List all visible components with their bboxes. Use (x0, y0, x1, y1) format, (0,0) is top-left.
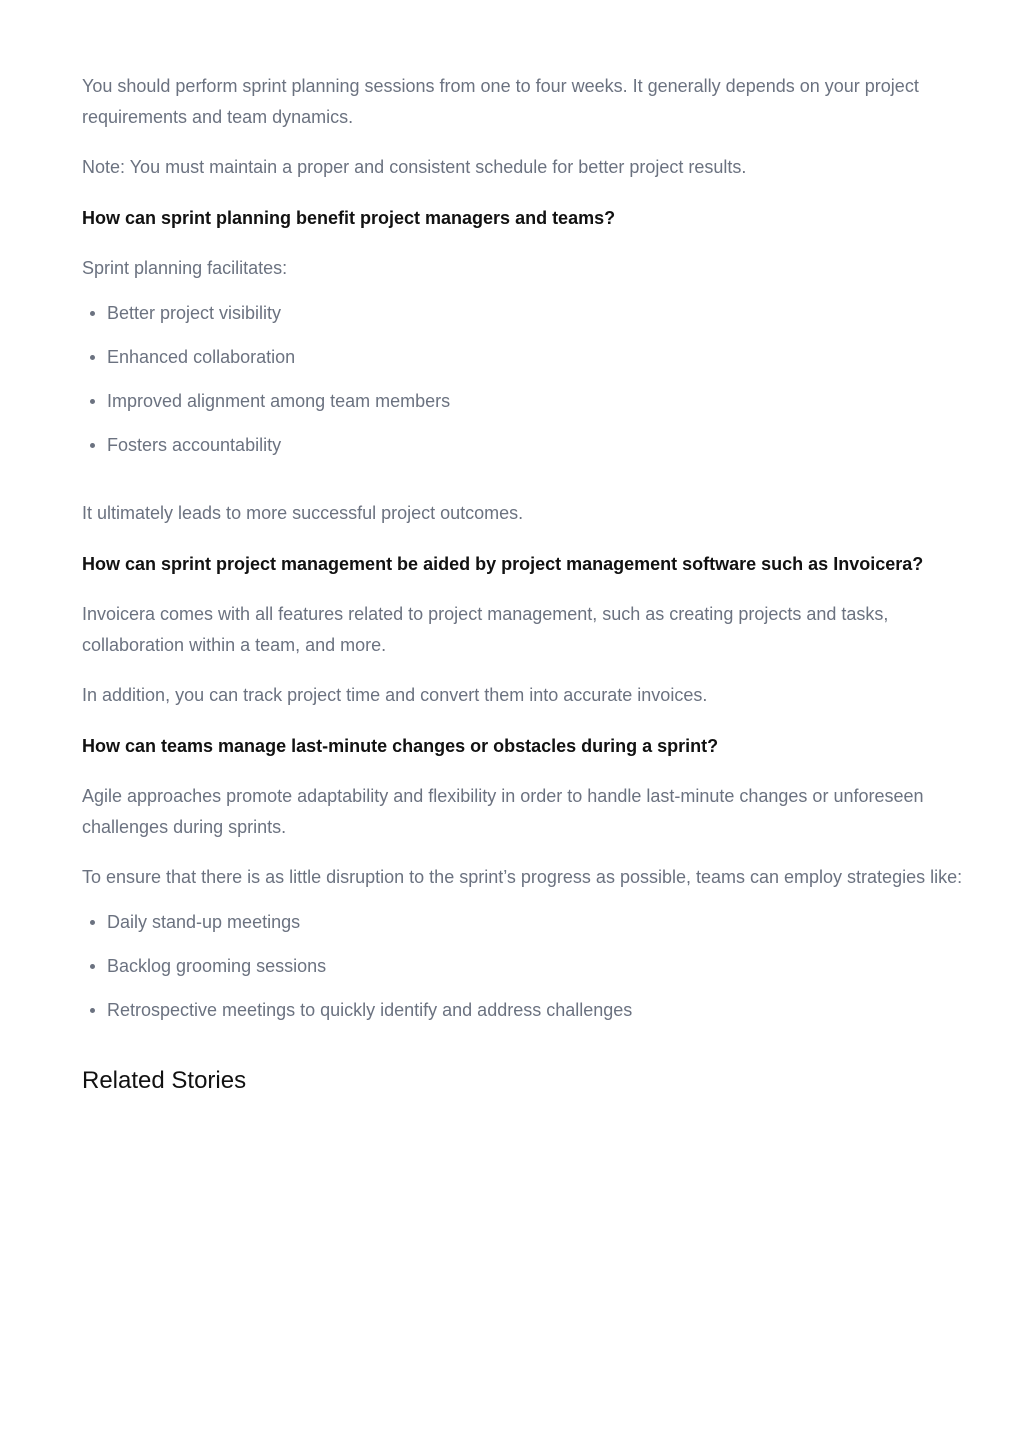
list-item: Retrospective meetings to quickly identify and address challenges (107, 997, 982, 1041)
software-question: How can sprint project management be aided by project management software such as Invoicera? (82, 554, 924, 574)
strategies-list (82, 909, 982, 1041)
changes-question: How can teams manage last-minute changes or obstacles during a sprint? (82, 736, 719, 756)
benefits-question: How can sprint planning benefit project managers and teams? (82, 208, 616, 228)
list-item: Fosters accountability (107, 432, 982, 476)
sprint-length-answer: You should perform sprint planning sessions from one to four weeks. It generally depends on your project requirements and team dynamics. (82, 76, 919, 127)
list-item: Daily stand-up meetings (107, 909, 982, 953)
changes-answer: Agile approaches promote adaptability and flexibility in order to handle last-minute changes or unforeseen challenges during sprints. (82, 786, 924, 837)
list-item: Improved alignment among team members (107, 388, 982, 432)
list-item: Backlog grooming sessions (107, 953, 982, 997)
benefits-intro: Sprint planning facilitates: (82, 258, 288, 278)
software-answer: Invoicera comes with all features related to project management, such as creating projects and tasks, collaboration within a team, and more. (82, 604, 889, 655)
changes-strategies-intro: To ensure that there is as little disruption to the sprint’s progress as possible, teams can employ strategies like: (82, 867, 963, 887)
schedule-note: Note: You must maintain a proper and consistent schedule for better project results. (82, 157, 747, 177)
list-item: Enhanced collaboration (107, 344, 982, 388)
benefits-outro: It ultimately leads to more successful project outcomes. (82, 503, 524, 523)
related-stories-heading: Related Stories (82, 1067, 247, 1094)
benefits-list (82, 300, 982, 476)
list-item: Better project visibility (107, 300, 982, 344)
software-time-tracking: In addition, you can track project time and convert them into accurate invoices. (82, 685, 708, 705)
